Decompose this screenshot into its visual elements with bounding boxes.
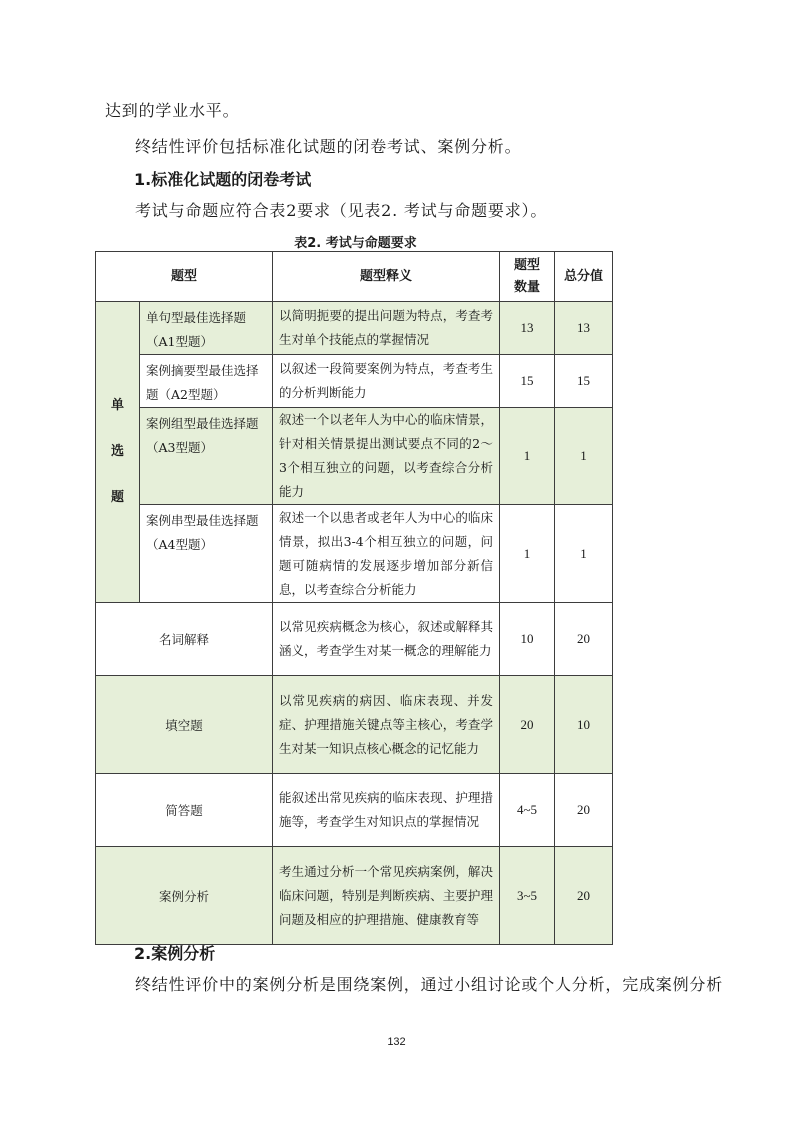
table-row <box>96 774 613 847</box>
row-count: 1 <box>500 505 555 603</box>
table-row <box>96 355 613 408</box>
table-row <box>96 676 613 774</box>
paragraph-case-analysis: 终结性评价中的案例分析是围绕案例，通过小组讨论或个人分析，完成案例分析 <box>135 975 724 994</box>
row-count: 15 <box>500 355 555 408</box>
table-header-row <box>96 252 613 302</box>
row-type-name: 简答题 <box>96 774 273 847</box>
table-row <box>96 302 613 355</box>
row-score: 20 <box>555 774 613 847</box>
row-type-desc: 考生通过分析一个常见疾病案例，解决临床问题，特别是判断疾病、主要护理问题及相应的护理措施、健康教育等 <box>273 847 500 945</box>
row-type-name: 填空题 <box>96 676 273 774</box>
row-score: 15 <box>555 355 613 408</box>
row-type-desc: 以常见疾病概念为核心，叙述或解释其涵义，考查学生对某一概念的理解能力 <box>273 603 500 676</box>
row-count: 20 <box>500 676 555 774</box>
table-caption: 表2. 考试与命题要求 <box>294 236 417 251</box>
section-heading-2: 2.案例分析 <box>134 944 216 963</box>
row-count: 1 <box>500 408 555 505</box>
row-score: 1 <box>555 408 613 505</box>
table-row <box>96 847 613 945</box>
row-type-desc: 以常见疾病的病因、临床表现、并发症、护理措施关键点等主核心，考查学生对某一知识点核心概念的记忆能力 <box>273 676 500 774</box>
row-type-desc: 以简明扼要的提出问题为特点，考查考生对单个技能点的掌握情况 <box>273 302 500 355</box>
row-type-name: 案例串型最佳选择题（A4型题） <box>140 505 273 603</box>
row-count: 3~5 <box>500 847 555 945</box>
row-score: 13 <box>555 302 613 355</box>
row-count: 4~5 <box>500 774 555 847</box>
row-type-name: 案例分析 <box>96 847 273 945</box>
row-type-desc: 以叙述一段简要案例为特点，考查考生的分析判断能力 <box>273 355 500 408</box>
row-type-desc: 叙述一个以老年人为中心的临床情景，针对相关情景提出测试要点不同的2～3个相互独立的问题，以考查综合分析能力 <box>273 408 500 505</box>
row-type-desc: 能叙述出常见疾病的临床表现、护理措施等，考查学生对知识点的掌握情况 <box>273 774 500 847</box>
table-row <box>96 603 613 676</box>
row-count: 13 <box>500 302 555 355</box>
paragraph-intro: 终结性评价包括标准化试题的闭卷考试、案例分析。 <box>135 137 522 156</box>
row-type-desc: 叙述一个以患者或老年人为中心的临床情景，拟出3-4个相互独立的问题，问题可随病情的发展逐步增加部分新信息，以考查综合分析能力 <box>273 505 500 603</box>
row-type-name: 名词解释 <box>96 603 273 676</box>
header-type: 题型 <box>96 252 273 302</box>
paragraph-continuation: 达到的学业水平。 <box>105 101 240 120</box>
paragraph-table-ref: 考试与命题应符合表2要求（见表2. 考试与命题要求）。 <box>135 201 548 220</box>
row-type-name: 案例摘要型最佳选择题（A2型题） <box>140 355 273 408</box>
exam-requirements-table <box>95 251 613 945</box>
table-row <box>96 408 613 505</box>
page-number: 132 <box>387 1036 406 1048</box>
row-score: 10 <box>555 676 613 774</box>
row-type-name: 单句型最佳选择题（A1型题） <box>140 302 273 355</box>
row-score: 1 <box>555 505 613 603</box>
header-count: 题型数量 <box>500 252 555 302</box>
group-label-single-choice: 单 选 题 <box>96 302 140 603</box>
table-row <box>96 505 613 603</box>
row-score: 20 <box>555 847 613 945</box>
header-score: 总分值 <box>555 252 613 302</box>
row-count: 10 <box>500 603 555 676</box>
row-score: 20 <box>555 603 613 676</box>
header-desc: 题型释义 <box>273 252 500 302</box>
row-type-name: 案例组型最佳选择题（A3型题） <box>140 408 273 505</box>
section-heading-1: 1.标准化试题的闭卷考试 <box>134 170 312 189</box>
